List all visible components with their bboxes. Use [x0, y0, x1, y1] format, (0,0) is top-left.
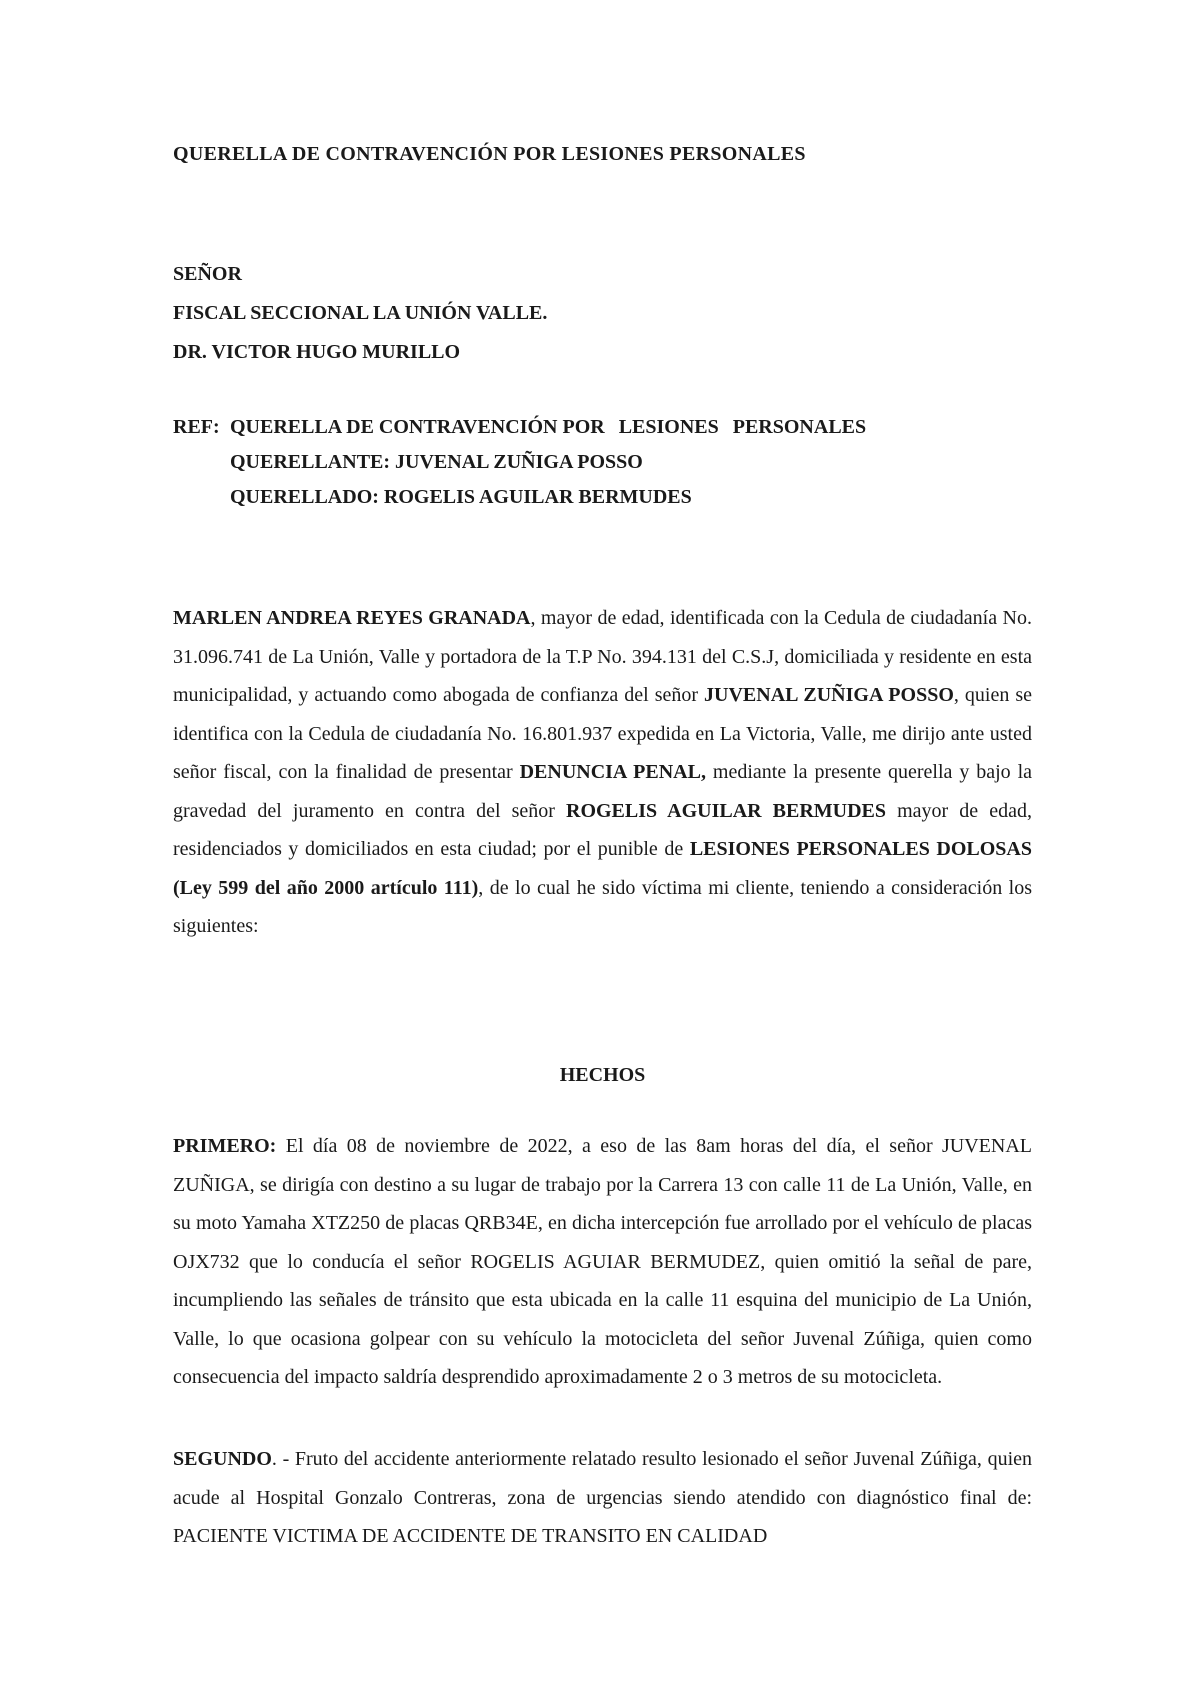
segundo-paragraph: [173, 1440, 1032, 1556]
reference-block: [173, 410, 1032, 515]
intro-paragraph: [173, 599, 1032, 946]
ref-querellante: QUERELLANTE: JUVENAL ZUÑIGA POSSO: [230, 451, 643, 473]
intro-text-5: , de lo cual he sido víctima mi cliente, teniendo a consideración los siguientes:: [173, 876, 1032, 937]
hechos-heading: HECHOS: [559, 1064, 646, 1086]
addressee-line-3: DR. VICTOR HUGO MURILLO: [173, 341, 461, 363]
ref-label: REF:: [173, 416, 220, 438]
client-name: JUVENAL ZUÑIGA POSSO: [704, 684, 954, 706]
attorney-name: MARLEN ANDREA REYES GRANADA: [173, 607, 531, 629]
document-title: QUERELLA DE CONTRAVENCIÓN POR LESIONES PERSONALES: [173, 143, 806, 165]
primero-label: PRIMERO:: [173, 1135, 277, 1157]
addressee-line-2: FISCAL SECCIONAL LA UNIÓN VALLE.: [173, 302, 548, 324]
ref-subject-part-b: LESIONES: [618, 416, 719, 438]
intro-text-1: , mayor de edad, identificada con la Cedula de ciudadanía No. 31.096.741 de La Unión, Valle y portadora de la T.P No. 394.131 del C.S.J, domiciliada y residente en esta municipalidad, y actuando como abogada de confianza del señor: [173, 607, 1032, 706]
ref-querellado: QUERELLADO: ROGELIS AGUILAR BERMUDES: [230, 486, 692, 508]
offense-label: LESIONES PERSONALES DOLOSAS (Ley 599 del año 2000 artículo 111): [173, 838, 1033, 899]
intro-text-3: mediante la presente querella y bajo la gravedad del juramento en contra del señor: [173, 761, 1033, 822]
primero-text: El día 08 de noviembre de 2022, a eso de las 8am horas del día, el señor JUVENAL ZUÑIGA, se dirigía con destino a su lugar de trabajo por la Carrera 13 con calle 11 de La Unión, Valle, en su moto Yamaha XTZ250 de placas QRB34E, en dicha intercepción fue arrollado por el vehículo de placas OJX732 que lo conducía el señor ROGELIS AGUIAR BERMUDEZ, quien omitió la señal de pare, incumpliendo las señales de tránsito que esta ubicada en la calle 11 esquina del municipio de La Unión, Valle, lo que ocasiona golpear con su vehículo la motocicleta del señor Juvenal Zúñiga, quien como consecuencia del impacto saldría desprendido aproximadamente 2 o 3 metros de su motocicleta.: [173, 1135, 1032, 1388]
segundo-label: SEGUNDO: [173, 1448, 272, 1470]
accused-name: ROGELIS AGUILAR BERMUDES: [566, 799, 887, 822]
addressee-block: [173, 255, 1032, 372]
denuncia-label: DENUNCIA PENAL,: [519, 761, 706, 783]
ref-subject-part-a: QUERELLA DE CONTRAVENCIÓN POR: [230, 416, 605, 438]
intro-text-2: , quien se identifica con la Cedula de ciudadanía No. 16.801.937 expedida en La Victoria, Valle, me dirijo ante usted señor fiscal, con la finalidad de presentar: [173, 684, 1032, 783]
ref-subject-row: [173, 410, 1032, 445]
ref-subject-part-c: PERSONALES: [732, 416, 867, 438]
segundo-text: . - Fruto del accidente anteriormente relatado resulto lesionado el señor Juvenal Zúñiga, quien acude al Hospital Gonzalo Contreras, zona de urgencias siendo atendido con diagnóstico final de: PACIENTE VICTIMA DE ACCIDENTE DE TRANSITO EN CALIDAD: [173, 1448, 1032, 1547]
ref-subject: [230, 410, 866, 445]
intro-text-4: mayor de edad, residenciados y domiciliados en esta ciudad; por el punible de: [173, 799, 1032, 860]
primero-paragraph: [173, 1127, 1032, 1397]
addressee-line-1: SEÑOR: [173, 263, 242, 285]
